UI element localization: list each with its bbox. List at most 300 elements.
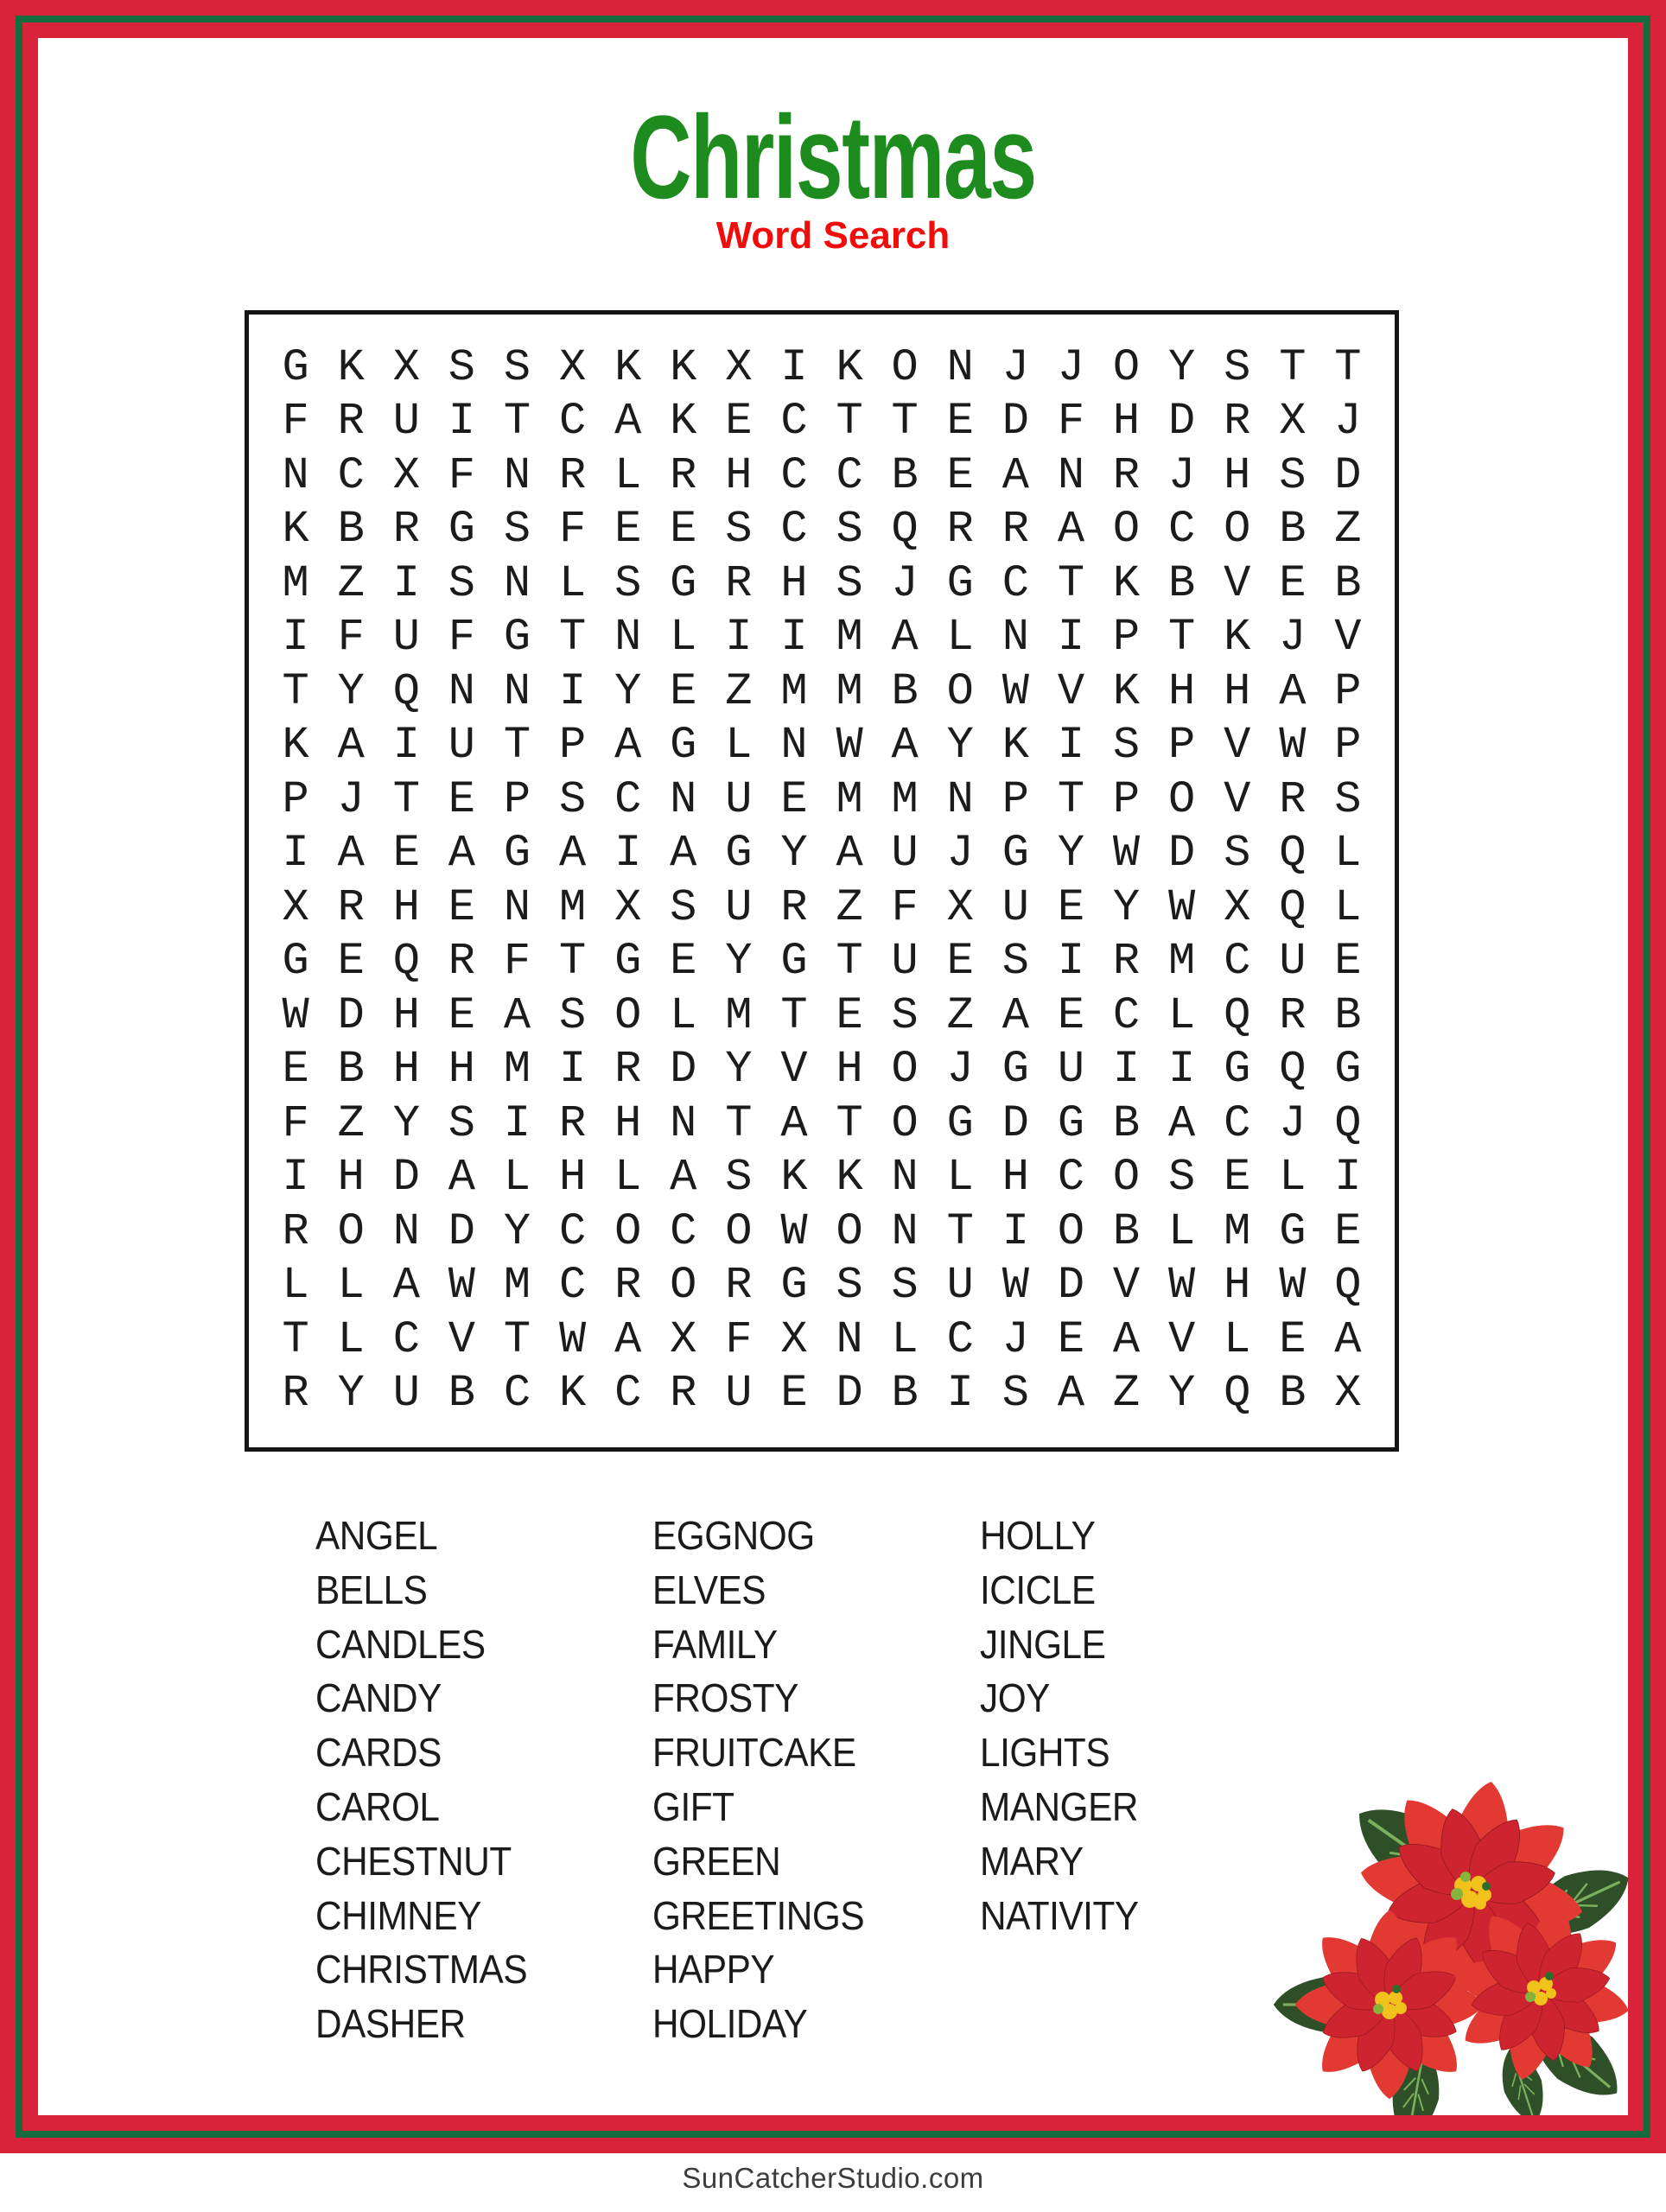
grid-cell: E (614, 504, 642, 556)
grid-cell: P (558, 720, 587, 772)
grid-cell: J (946, 828, 974, 880)
grid-cell: T (1057, 557, 1085, 609)
grid-cell: V (1224, 557, 1251, 609)
grid-cell: G (614, 936, 642, 988)
grid-cell: O (1168, 773, 1196, 825)
grid-cell: I (558, 665, 587, 717)
grid-cell: N (503, 665, 531, 717)
word-item: FROSTY (652, 1675, 798, 1721)
grid-cell: G (780, 1260, 808, 1312)
grid-cell: M (725, 989, 753, 1041)
grid-cell: Q (1279, 881, 1307, 933)
grid-cell: Y (1168, 1368, 1196, 1420)
grid-cell: W (448, 1260, 475, 1312)
grid-cell: Q (1334, 1260, 1362, 1312)
grid-cell: D (1002, 396, 1029, 448)
grid-cell: D (836, 1368, 863, 1420)
grid-cell: R (1112, 449, 1141, 501)
grid-cell: V (1168, 1313, 1196, 1365)
grid-cell: L (503, 1152, 531, 1204)
grid-cell: I (392, 720, 420, 772)
grid-cell: J (337, 773, 365, 825)
grid-cell: C (670, 1205, 697, 1257)
grid-cell: P (1112, 612, 1141, 664)
grid-cell: F (448, 449, 475, 501)
grid-cell: L (891, 1313, 919, 1365)
grid-cell: S (670, 881, 697, 933)
grid-cell: K (836, 1152, 863, 1204)
grid-cell: I (1168, 1044, 1196, 1096)
grid-cell: H (392, 881, 420, 933)
grid-cell: W (780, 1205, 808, 1257)
grid-cell: W (1279, 720, 1307, 772)
grid-cell: I (503, 1097, 531, 1149)
grid-cell: I (282, 828, 309, 880)
grid-cell: C (614, 1368, 642, 1420)
grid-cell: N (780, 720, 808, 772)
grid-row (268, 1205, 1376, 1260)
grid-cell: Z (946, 989, 974, 1041)
grid-cell: V (1112, 1260, 1141, 1312)
grid-cell: Q (891, 504, 919, 556)
grid-cell: J (946, 1044, 974, 1096)
grid-cell: G (503, 828, 531, 880)
grid-cell: B (1112, 1205, 1141, 1257)
word-search-grid (245, 310, 1399, 1452)
grid-cell: E (282, 1044, 309, 1096)
grid-cell: S (614, 557, 642, 609)
grid-cell: L (282, 1260, 309, 1312)
grid-cell: P (1112, 773, 1141, 825)
grid-cell: I (725, 612, 753, 664)
grid-cell: Y (614, 665, 642, 717)
grid-cell: O (946, 665, 974, 717)
grid-cell: O (1112, 341, 1141, 393)
grid-cell: U (725, 773, 753, 825)
grid-cell: T (503, 1313, 531, 1365)
grid-cell: E (337, 936, 365, 988)
grid-cell: O (1057, 1205, 1085, 1257)
word-item: NATIVITY (980, 1892, 1139, 1938)
subtitle-row (0, 214, 1666, 257)
grid-cell: R (670, 1368, 697, 1420)
grid-cell: E (725, 396, 753, 448)
grid-cell: W (1002, 1260, 1029, 1312)
grid-cell: Z (836, 881, 863, 933)
grid-cell: N (503, 557, 531, 609)
grid-cell: X (1279, 396, 1307, 448)
grid-cell: H (1112, 396, 1141, 448)
grid-cell: S (1168, 1152, 1196, 1204)
grid-cell: G (1002, 828, 1029, 880)
grid-cell: Y (1057, 828, 1085, 880)
grid-cell: N (614, 612, 642, 664)
grid-cell: R (725, 557, 753, 609)
grid-cell: T (1279, 341, 1307, 393)
grid-cell: A (780, 1097, 808, 1149)
grid-cell: H (614, 1097, 642, 1149)
title-row (0, 92, 1666, 224)
grid-cell: I (1057, 936, 1085, 988)
grid-cell: R (670, 449, 697, 501)
grid-cell: S (1279, 449, 1307, 501)
grid-cell: T (725, 1097, 753, 1149)
grid-cell: K (1224, 612, 1251, 664)
grid-cell: G (282, 341, 309, 393)
grid-cell: X (670, 1313, 697, 1365)
grid-cell: E (392, 828, 420, 880)
grid-cell: R (558, 1097, 587, 1149)
grid-cell: L (1334, 881, 1362, 933)
grid-row (268, 1259, 1376, 1313)
grid-cell: H (392, 1044, 420, 1096)
grid-cell: U (725, 881, 753, 933)
grid-cell: K (614, 341, 642, 393)
grid-cell: D (1002, 1097, 1029, 1149)
grid-cell: X (392, 341, 420, 393)
grid-cell: U (946, 1260, 974, 1312)
grid-cell: B (891, 665, 919, 717)
grid-cell: U (725, 1368, 753, 1420)
grid-cell: O (891, 341, 919, 393)
grid-cell: T (558, 612, 587, 664)
poinsettia-illustration (1269, 1763, 1631, 2115)
grid-cell: Y (725, 1044, 753, 1096)
grid-cell: T (503, 720, 531, 772)
grid-cell: W (558, 1313, 587, 1365)
grid-row (268, 719, 1376, 773)
grid-cell: N (448, 665, 475, 717)
word-item: HOLLY (980, 1513, 1096, 1558)
word-list-column (980, 1509, 1153, 1942)
word-item: ELVES (652, 1567, 766, 1612)
grid-cell: I (780, 341, 808, 393)
grid-cell: C (1168, 504, 1196, 556)
grid-cell: O (1112, 1152, 1141, 1204)
grid-cell: A (1168, 1097, 1196, 1149)
word-item: GIFT (652, 1783, 734, 1829)
grid-cell: R (1112, 936, 1141, 988)
grid-cell: O (891, 1044, 919, 1096)
grid-cell: U (1002, 881, 1029, 933)
poinsettia-flower-left (1295, 1910, 1484, 2099)
word-item: LIGHTS (980, 1730, 1110, 1776)
grid-cell: C (780, 396, 808, 448)
grid-cell: D (1168, 828, 1196, 880)
grid-cell: L (1334, 828, 1362, 880)
grid-cell: G (448, 504, 475, 556)
grid-cell: N (503, 881, 531, 933)
grid-cell: Z (725, 665, 753, 717)
grid-row (268, 1151, 1376, 1205)
grid-cell: D (1334, 449, 1362, 501)
grid-cell: L (337, 1260, 365, 1312)
grid-cell: T (780, 989, 808, 1041)
grid-cell: A (1334, 1313, 1362, 1365)
grid-cell: G (1057, 1097, 1085, 1149)
grid-cell: M (503, 1260, 531, 1312)
grid-cell: B (448, 1368, 475, 1420)
grid-cell: I (282, 612, 309, 664)
grid-cell: B (1168, 557, 1196, 609)
grid-cell: L (725, 720, 753, 772)
grid-cell: O (725, 1205, 753, 1257)
grid-cell: P (1334, 720, 1362, 772)
grid-cell: B (337, 504, 365, 556)
grid-cell: W (1112, 828, 1141, 880)
grid-cell: T (282, 1313, 309, 1365)
grid-cell: W (836, 720, 863, 772)
word-item: EGGNOG (652, 1513, 815, 1558)
grid-cell: I (392, 557, 420, 609)
grid-cell: S (503, 341, 531, 393)
grid-cell: V (1224, 773, 1251, 825)
grid-cell: T (558, 936, 587, 988)
grid-cell: E (780, 1368, 808, 1420)
grid-cell: Q (1224, 1368, 1251, 1420)
grid-cell: C (1224, 936, 1251, 988)
grid-cell: A (614, 1313, 642, 1365)
grid-cell: S (1224, 341, 1251, 393)
grid-cell: Y (337, 665, 365, 717)
grid-cell: A (448, 1152, 475, 1204)
grid-cell: M (503, 1044, 531, 1096)
grid-cell: R (337, 881, 365, 933)
grid-cell: H (1224, 665, 1251, 717)
grid-cell: Y (1112, 881, 1141, 933)
word-item: CHRISTMAS (315, 1947, 528, 1993)
grid-cell: B (1334, 989, 1362, 1041)
grid-cell: I (1057, 720, 1085, 772)
grid-cell: R (282, 1205, 309, 1257)
grid-cell: M (891, 773, 919, 825)
grid-cell: U (1057, 1044, 1085, 1096)
word-item: ANGEL (315, 1513, 438, 1558)
grid-cell: E (670, 936, 697, 988)
grid-cell: T (946, 1205, 974, 1257)
grid-cell: H (448, 1044, 475, 1096)
grid-cell: K (670, 396, 697, 448)
grid-cell: O (337, 1205, 365, 1257)
grid-row (268, 1097, 1376, 1152)
grid-cell: H (558, 1152, 587, 1204)
grid-cell: H (1224, 449, 1251, 501)
grid-cell: H (1224, 1260, 1251, 1312)
grid-cell: C (946, 1313, 974, 1365)
grid-row (268, 611, 1376, 665)
grid-cell: L (1168, 1205, 1196, 1257)
grid-cell: E (1334, 1205, 1362, 1257)
grid-cell: Z (337, 1097, 365, 1149)
grid-cell: C (1057, 1152, 1085, 1204)
word-item: FRUITCAKE (652, 1730, 856, 1776)
grid-cell: S (558, 773, 587, 825)
grid-cell: E (448, 881, 475, 933)
footer-row (0, 2158, 1666, 2199)
grid-cell: F (448, 612, 475, 664)
grid-cell: N (1057, 449, 1085, 501)
grid-cell: H (780, 557, 808, 609)
grid-cell: H (1168, 665, 1196, 717)
grid-cell: A (558, 828, 587, 880)
grid-cell: U (392, 396, 420, 448)
word-item: JINGLE (980, 1621, 1106, 1667)
grid-cell: A (614, 396, 642, 448)
grid-cell: S (725, 504, 753, 556)
grid-cell: L (670, 612, 697, 664)
grid-row (268, 881, 1376, 936)
grid-cell: T (1057, 773, 1085, 825)
grid-cell: L (1224, 1313, 1251, 1365)
grid-cell: F (282, 1097, 309, 1149)
grid-cell: T (891, 396, 919, 448)
grid-cell: H (1002, 1152, 1029, 1204)
grid-cell: F (337, 612, 365, 664)
grid-cell: W (1002, 665, 1029, 717)
word-list-column (652, 1509, 882, 2051)
grid-cell: C (1002, 557, 1029, 609)
grid-cell: P (1334, 665, 1362, 717)
grid-cell: N (946, 341, 974, 393)
grid-cell: S (1334, 773, 1362, 825)
grid-cell: W (282, 989, 309, 1041)
word-item: CANDY (315, 1675, 442, 1721)
grid-cell: M (1224, 1205, 1251, 1257)
grid-cell: M (1168, 936, 1196, 988)
grid-cell: I (558, 1044, 587, 1096)
grid-cell: F (503, 936, 531, 988)
grid-cell: W (1168, 881, 1196, 933)
grid-cell: L (946, 1152, 974, 1204)
grid-cell: A (337, 828, 365, 880)
grid-cell: U (891, 936, 919, 988)
grid-row (268, 1313, 1376, 1368)
grid-cell: S (891, 1260, 919, 1312)
grid-cell: Y (946, 720, 974, 772)
grid-cell: E (836, 989, 863, 1041)
grid-cell: S (725, 1152, 753, 1204)
grid-cell: A (670, 1152, 697, 1204)
grid-cell: D (392, 1152, 420, 1204)
grid-cell: K (337, 341, 365, 393)
grid-cell: O (614, 989, 642, 1041)
grid-cell: V (1334, 612, 1362, 664)
grid-cell: J (891, 557, 919, 609)
grid-cell: N (392, 1205, 420, 1257)
grid-cell: V (1224, 720, 1251, 772)
grid-cell: S (1002, 936, 1029, 988)
grid-cell: J (1279, 1097, 1307, 1149)
grid-cell: Q (1224, 989, 1251, 1041)
grid-cell: P (1168, 720, 1196, 772)
grid-cell: L (614, 449, 642, 501)
grid-cell: S (836, 557, 863, 609)
grid-cell: C (558, 1260, 587, 1312)
grid-cell: Q (392, 936, 420, 988)
grid-row (268, 449, 1376, 504)
word-item: HAPPY (652, 1947, 775, 1993)
word-item: GREEN (652, 1838, 781, 1884)
grid-cell: S (448, 341, 475, 393)
grid-cell: J (1057, 341, 1085, 393)
grid-cell: T (392, 773, 420, 825)
grid-cell: H (725, 449, 753, 501)
word-item: GREETINGS (652, 1892, 865, 1938)
grid-cell: J (1334, 396, 1362, 448)
grid-cell: N (282, 449, 309, 501)
grid-cell: Q (1279, 828, 1307, 880)
grid-cell: I (448, 396, 475, 448)
word-item: JOY (980, 1675, 1050, 1721)
word-item: ICICLE (980, 1567, 1096, 1612)
grid-cell: E (670, 665, 697, 717)
grid-cell: T (503, 396, 531, 448)
grid-cell: I (614, 828, 642, 880)
grid-cell: J (1168, 449, 1196, 501)
grid-cell: I (1057, 612, 1085, 664)
grid-cell: A (1002, 989, 1029, 1041)
grid-cell: R (614, 1260, 642, 1312)
grid-cell: C (558, 1205, 587, 1257)
grid-cell: C (1224, 1097, 1251, 1149)
grid-cell: C (836, 449, 863, 501)
grid-cell: M (282, 557, 309, 609)
grid-cell: L (337, 1313, 365, 1365)
grid-cell: T (836, 1097, 863, 1149)
grid-cell: R (392, 504, 420, 556)
grid-cell: Q (1334, 1097, 1362, 1149)
grid-cell: R (282, 1368, 309, 1420)
grid-row (268, 557, 1376, 612)
grid-cell: W (1168, 1260, 1196, 1312)
grid-cell: I (1112, 1044, 1141, 1096)
grid-cell: I (282, 1152, 309, 1204)
grid-cell: G (1002, 1044, 1029, 1096)
grid-cell: K (282, 720, 309, 772)
grid-cell: T (836, 936, 863, 988)
grid-cell: P (503, 773, 531, 825)
grid-cell: Y (725, 936, 753, 988)
grid-cell: S (558, 989, 587, 1041)
grid-cell: A (1057, 1368, 1085, 1420)
grid-cell: O (1224, 504, 1251, 556)
grid-cell: Y (337, 1368, 365, 1420)
grid-cell: S (1112, 720, 1141, 772)
grid-cell: O (891, 1097, 919, 1149)
grid-cell: U (392, 612, 420, 664)
grid-cell: Q (392, 665, 420, 717)
grid-cell: N (1002, 612, 1029, 664)
grid-cell: E (1279, 1313, 1307, 1365)
grid-cell: U (392, 1368, 420, 1420)
grid-cell: S (503, 504, 531, 556)
grid-cell: V (1057, 665, 1085, 717)
grid-cell: A (1057, 504, 1085, 556)
grid-cell: F (282, 396, 309, 448)
word-item: HOLIDAY (652, 2001, 808, 2047)
grid-cell: H (337, 1152, 365, 1204)
grid-row (268, 503, 1376, 557)
grid-cell: C (1112, 989, 1141, 1041)
grid-row (268, 827, 1376, 881)
grid-cell: K (670, 341, 697, 393)
grid-cell: O (1112, 504, 1141, 556)
grid-cell: B (891, 449, 919, 501)
grid-cell: J (1002, 1313, 1029, 1365)
grid-cell: E (1057, 989, 1085, 1041)
grid-cell: Q (1279, 1044, 1307, 1096)
grid-cell: C (392, 1313, 420, 1365)
